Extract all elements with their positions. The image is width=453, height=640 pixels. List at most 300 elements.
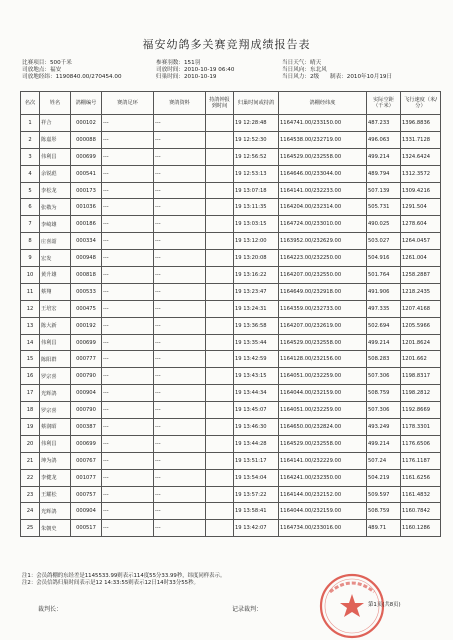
table-row [21,131,441,148]
cell-pigeon-info: --- [154,520,206,537]
cell-distance: 496.063 [367,131,401,148]
cell-distance: 491.906 [367,283,401,300]
cell-coords: 1164144.00/232152.00 [279,486,367,503]
cell-coords: 1164044.00/232159.00 [279,503,367,520]
cell-ring: --- [102,283,154,300]
cell-clock-time [206,250,234,267]
cell-name: 陈阳群 [40,351,71,368]
cell-coords: 1164207.00/232550.00 [279,267,367,284]
cell-rank: 25 [21,520,40,537]
cell-clock-time [206,385,234,402]
cell-ring: --- [102,165,154,182]
cell-clock-time [206,317,234,334]
cell-pigeon-info: --- [154,317,206,334]
cell-name: 余锐彪 [40,165,71,182]
cell-name: 李崎雄 [40,216,71,233]
info-column-1 [22,60,122,81]
cell-distance: 505.731 [367,199,401,216]
cell-name: 宏发 [40,250,71,267]
cell-loft-no: 000777 [71,351,102,368]
cell-distance: 489.794 [367,165,401,182]
cell-ring: --- [102,199,154,216]
cell-speed: 1160.1286 [401,520,441,537]
cell-coords: 1164141.00/232229.00 [279,452,367,469]
cell-ring: --- [102,115,154,132]
cell-rank: 5 [21,182,40,199]
cell-ring: --- [102,182,154,199]
cell-distance: 507.306 [367,368,401,385]
info-return-date: 归巢时间：2010-10-19 [156,74,217,80]
cell-ring: --- [102,250,154,267]
cell-coords: 1164051.00/232259.00 [279,402,367,419]
table-header-row [21,92,441,115]
cell-return-time: 19 13:57:22 [234,486,279,503]
cell-loft-no: 000186 [71,216,102,233]
header-speed: 飞行速度（米/分） [401,92,441,115]
cell-distance: 487.233 [367,115,401,132]
referee-signature-label: 裁判长： [38,606,63,613]
cell-speed: 1198.8317 [401,368,441,385]
cell-return-time: 19 12:53:13 [234,165,279,182]
cell-clock-time [206,283,234,300]
table-row [21,452,441,469]
cell-name: 陈大新 [40,317,71,334]
cell-name: 伟利昌 [40,334,71,351]
cell-rank: 19 [21,419,40,436]
cell-loft-no: 000818 [71,267,102,284]
cell-clock-time [206,165,234,182]
cell-speed: 1176.6506 [401,435,441,452]
cell-pigeon-info: --- [154,503,206,520]
cell-distance: 507.306 [367,402,401,419]
cell-name: 张敬为 [40,199,71,216]
cell-speed: 1198.2812 [401,385,441,402]
cell-rank: 15 [21,351,40,368]
table-row [21,283,441,300]
table-row [21,199,441,216]
cell-return-time: 19 13:58:41 [234,503,279,520]
cell-pigeon-info: --- [154,334,206,351]
cell-return-time: 19 13:07:18 [234,182,279,199]
cell-ring: --- [102,317,154,334]
cell-return-time: 19 13:03:15 [234,216,279,233]
cell-loft-no: 001036 [71,199,102,216]
cell-distance: 502.694 [367,317,401,334]
cell-name: 李松龙 [40,182,71,199]
cell-clock-time [206,351,234,368]
cell-speed: 1161.4832 [401,486,441,503]
cell-speed: 1161.6256 [401,469,441,486]
cell-rank: 20 [21,435,40,452]
cell-coords: 1164204.00/232314.00 [279,199,367,216]
cell-loft-no: 000767 [71,452,102,469]
cell-coords: 1164223.00/232250.00 [279,250,367,267]
cell-rank: 21 [21,452,40,469]
cell-clock-time [206,233,234,250]
cell-speed: 1258.2887 [401,267,441,284]
cell-speed: 1176.1187 [401,452,441,469]
cell-coords: 1164724.00/233010.00 [279,216,367,233]
cell-distance: 489.71 [367,520,401,537]
cell-distance: 497.335 [367,300,401,317]
cell-rank: 7 [21,216,40,233]
cell-coords: 1163952.00/232629.00 [279,233,367,250]
cell-pigeon-info: --- [154,469,206,486]
cell-name: 李健龙 [40,469,71,486]
table-row [21,165,441,182]
cell-speed: 1218.2435 [401,283,441,300]
info-entries: 参赛羽数：151羽 [156,60,201,66]
cell-rank: 14 [21,334,40,351]
cell-pigeon-info: --- [154,250,206,267]
table-row [21,435,441,452]
cell-name: 光辉鸽 [40,503,71,520]
cell-coords: 1164241.00/232350.00 [279,469,367,486]
cell-pigeon-info: --- [154,199,206,216]
cell-pigeon-info: --- [154,452,206,469]
cell-name: 王培宏 [40,300,71,317]
cell-name: 蔡润昭 [40,419,71,436]
cell-loft-no: 001077 [71,469,102,486]
cell-rank: 10 [21,267,40,284]
cell-return-time: 19 13:36:58 [234,317,279,334]
cell-return-time: 19 13:24:31 [234,300,279,317]
header-clock-time: 持鸽钟报到时间 [206,92,234,115]
footnotes [22,573,225,587]
header-rank: 名次 [21,92,40,115]
cell-pigeon-info: --- [154,131,206,148]
cell-coords: 1164741.00/233150.00 [279,115,367,132]
cell-ring: --- [102,334,154,351]
cell-pigeon-info: --- [154,368,206,385]
cell-return-time: 19 13:44:34 [234,385,279,402]
cell-speed: 1396.8836 [401,115,441,132]
cell-speed: 1291.504 [401,199,441,216]
cell-speed: 1207.4168 [401,300,441,317]
cell-name: 伟利昌 [40,435,71,452]
info-column-2 [156,60,234,81]
info-release-time: 司放时间：2010-10-19 06:40 [156,67,235,73]
cell-return-time: 19 13:16:22 [234,267,279,284]
cell-pigeon-info: --- [154,385,206,402]
header-coords: 鸽棚经纬度 [279,92,367,115]
cell-pigeon-info: --- [154,300,206,317]
cell-clock-time [206,435,234,452]
cell-name: 王耀松 [40,486,71,503]
cell-loft-no: 000541 [71,165,102,182]
cell-rank: 2 [21,131,40,148]
cell-return-time: 19 13:42:59 [234,351,279,368]
results-table [20,91,441,537]
cell-loft-no: 000904 [71,385,102,402]
cell-clock-time [206,216,234,233]
cell-clock-time [206,182,234,199]
cell-distance: 504.916 [367,250,401,267]
cell-ring: --- [102,216,154,233]
cell-clock-time [206,486,234,503]
table-row [21,402,441,419]
page-title: 福安幼鸽多关赛竞翔成绩报告表 [142,38,311,51]
cell-distance: 501.764 [367,267,401,284]
cell-return-time: 19 13:44:28 [234,435,279,452]
cell-loft-no: 000699 [71,334,102,351]
table-body [21,115,441,537]
cell-distance: 508.759 [367,503,401,520]
cell-speed: 1309.4216 [401,182,441,199]
cell-speed: 1324.6424 [401,148,441,165]
cell-rank: 17 [21,385,40,402]
cell-coords: 1164051.00/232259.00 [279,368,367,385]
cell-clock-time [206,368,234,385]
cell-return-time: 19 12:56:52 [234,148,279,165]
cell-name: 伟利昌 [40,148,71,165]
table-row [21,115,441,132]
cell-loft-no: 000387 [71,419,102,436]
cell-pigeon-info: --- [154,351,206,368]
cell-ring: --- [102,385,154,402]
cell-clock-time [206,115,234,132]
cell-distance: 499.214 [367,334,401,351]
cell-ring: --- [102,368,154,385]
cell-return-time: 19 13:51:17 [234,452,279,469]
table-row [21,267,441,284]
recorder-signature-label: 记录裁判： [232,606,263,613]
cell-pigeon-info: --- [154,419,206,436]
cell-pigeon-info: --- [154,402,206,419]
page-number: 第1页(共8页) [368,602,401,608]
table-row [21,182,441,199]
cell-clock-time [206,300,234,317]
cell-return-time: 19 12:28:48 [234,115,279,132]
cell-rank: 9 [21,250,40,267]
cell-clock-time [206,419,234,436]
cell-return-time: 19 13:45:07 [234,402,279,419]
cell-rank: 4 [21,165,40,182]
cell-name: 祥合 [40,115,71,132]
cell-coords: 1164529.00/232558.00 [279,148,367,165]
cell-clock-time [206,520,234,537]
cell-ring: --- [102,300,154,317]
cell-loft-no: 000173 [71,182,102,199]
cell-ring: --- [102,267,154,284]
header-name: 姓名 [40,92,71,115]
header-loft-no: 鸽棚编号 [71,92,102,115]
cell-ring: --- [102,435,154,452]
cell-ring: --- [102,351,154,368]
cell-coords: 1164649.00/232918.00 [279,283,367,300]
info-weather: 当日天气：晴天 [282,60,322,66]
cell-ring: --- [102,148,154,165]
cell-ring: --- [102,520,154,537]
cell-rank: 1 [21,115,40,132]
cell-coords: 1164128.00/232156.00 [279,351,367,368]
info-wind-force: 当日风力：2级 [282,74,320,80]
cell-name: 陈嘉彤 [40,131,71,148]
cell-coords: 1164529.00/232558.00 [279,435,367,452]
cell-pigeon-info: --- [154,165,206,182]
cell-loft-no: 000790 [71,368,102,385]
cell-loft-no: 000192 [71,317,102,334]
cell-loft-no: 000948 [71,250,102,267]
cell-return-time: 19 12:52:30 [234,131,279,148]
cell-coords: 1164207.00/232619.00 [279,317,367,334]
cell-rank: 6 [21,199,40,216]
cell-ring: --- [102,452,154,469]
cell-distance: 499.214 [367,148,401,165]
cell-ring: --- [102,486,154,503]
cell-distance: 507.139 [367,182,401,199]
cell-loft-no: 000533 [71,283,102,300]
cell-loft-no: 000699 [71,148,102,165]
cell-clock-time [206,148,234,165]
cell-coords: 1164529.00/232558.00 [279,334,367,351]
info-project: 比赛项目：500千米 [22,60,72,66]
cell-name: 光辉鸽 [40,385,71,402]
cell-return-time: 19 13:11:35 [234,199,279,216]
cell-coords: 1164044.00/232159.00 [279,385,367,402]
cell-speed: 1312.3572 [401,165,441,182]
info-wind-direction: 当日风向：东北风 [282,67,327,73]
cell-coords: 1164359.00/232733.00 [279,300,367,317]
info-release-coords: 司放地经纬：1190840.00/270454.00 [22,74,122,80]
cell-name: 坤为鸽 [40,452,71,469]
cell-pigeon-info: --- [154,115,206,132]
table-row [21,300,441,317]
table-row [21,520,441,537]
cell-return-time: 19 13:43:15 [234,368,279,385]
table-row [21,334,441,351]
cell-distance: 509.597 [367,486,401,503]
cell-loft-no: 000475 [71,300,102,317]
cell-clock-time [206,469,234,486]
info-column-3 [282,60,327,81]
table-row [21,317,441,334]
cell-rank: 12 [21,300,40,317]
table-row [21,351,441,368]
table-row [21,368,441,385]
cell-coords: 1164141.00/232233.00 [279,182,367,199]
footnote-1: 注1：会员鸽棚的东经差是1145533.99则表示114度55分33.99秒，纬度同样表示。 [22,573,226,579]
cell-rank: 18 [21,402,40,419]
cell-pigeon-info: --- [154,267,206,284]
table-row [21,148,441,165]
cell-ring: --- [102,233,154,250]
table-row [21,216,441,233]
cell-speed: 1261.004 [401,250,441,267]
footnote-2: 注2：会员信鸽归巢时间表示是12 14:33:55则表示12日14时33分55秒。 [22,580,199,586]
cell-ring: --- [102,402,154,419]
table-row [21,250,441,267]
cell-speed: 1201.8624 [401,334,441,351]
info-release-place: 司放地点：福安 [22,67,62,73]
cell-pigeon-info: --- [154,182,206,199]
cell-pigeon-info: --- [154,283,206,300]
cell-speed: 1331.7128 [401,131,441,148]
cell-name: 罗宗喜 [40,368,71,385]
cell-rank: 8 [21,233,40,250]
cell-coords: 1164734.00/233016.00 [279,520,367,537]
cell-loft-no: 000757 [71,486,102,503]
cell-rank: 13 [21,317,40,334]
cell-return-time: 19 13:12:00 [234,233,279,250]
cell-clock-time [206,267,234,284]
cell-distance: 499.214 [367,435,401,452]
cell-clock-time [206,503,234,520]
cell-clock-time [206,334,234,351]
cell-coords: 1164646.00/233044.00 [279,165,367,182]
cell-distance: 504.219 [367,469,401,486]
cell-pigeon-info: --- [154,435,206,452]
cell-rank: 22 [21,469,40,486]
cell-return-time: 19 13:20:08 [234,250,279,267]
cell-loft-no: 000699 [71,435,102,452]
cell-rank: 11 [21,283,40,300]
cell-return-time: 19 13:46:30 [234,419,279,436]
cell-clock-time [206,402,234,419]
cell-speed: 1264.0457 [401,233,441,250]
cell-rank: 3 [21,148,40,165]
cell-clock-time [206,199,234,216]
cell-name: 庄喜韶 [40,233,71,250]
cell-name: 朱朝史 [40,520,71,537]
table-row [21,486,441,503]
cell-name: 罗宗喜 [40,402,71,419]
cell-ring: --- [102,131,154,148]
cell-loft-no: 000088 [71,131,102,148]
cell-rank: 16 [21,368,40,385]
header-return-time: 归巢时间或持鸽 [234,92,279,115]
cell-distance: 503.027 [367,233,401,250]
cell-ring: --- [102,503,154,520]
cell-distance: 508.283 [367,351,401,368]
cell-coords: 1164650.00/232824.00 [279,419,367,436]
cell-speed: 1278.604 [401,216,441,233]
cell-loft-no: 000334 [71,233,102,250]
cell-ring: --- [102,419,154,436]
cell-return-time: 19 13:23:47 [234,283,279,300]
cell-loft-no: 000102 [71,115,102,132]
cell-name: 蔡翔 [40,283,71,300]
cell-pigeon-info: --- [154,148,206,165]
table-row [21,385,441,402]
cell-speed: 1201.662 [401,351,441,368]
cell-distance: 493.249 [367,419,401,436]
header-distance: 实际空距（千米） [367,92,401,115]
cell-return-time: 19 13:42:07 [234,520,279,537]
cell-pigeon-info: --- [154,486,206,503]
cell-speed: 1178.3301 [401,419,441,436]
cell-loft-no: 000790 [71,402,102,419]
cell-loft-no: 000517 [71,520,102,537]
header-pigeon-info: 赛鸽资料 [154,92,206,115]
cell-distance: 507.24 [367,452,401,469]
table-row [21,233,441,250]
cell-pigeon-info: --- [154,216,206,233]
table-row [21,419,441,436]
cell-speed: 1205.5966 [401,317,441,334]
cell-speed: 1160.7842 [401,503,441,520]
header-ring: 赛鸽足环 [102,92,154,115]
cell-distance: 508.759 [367,385,401,402]
cell-pigeon-info: --- [154,233,206,250]
table-row [21,469,441,486]
cell-clock-time [206,452,234,469]
cell-clock-time [206,131,234,148]
cell-rank: 23 [21,486,40,503]
cell-coords: 1164538.00/232719.00 [279,131,367,148]
cell-distance: 490.025 [367,216,401,233]
cell-loft-no: 000904 [71,503,102,520]
